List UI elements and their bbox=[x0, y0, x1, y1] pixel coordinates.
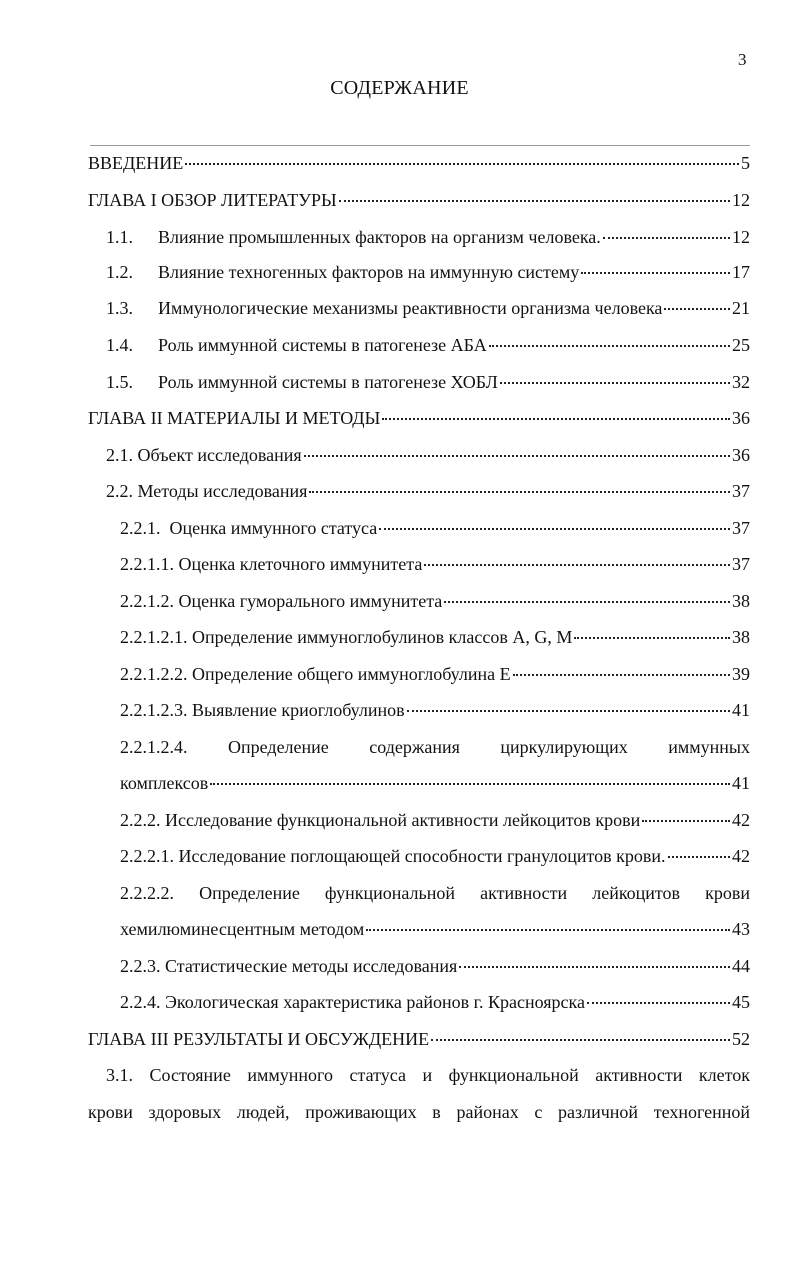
toc-page: 36 bbox=[732, 445, 750, 465]
toc-page: 37 bbox=[732, 554, 750, 574]
toc-leader bbox=[379, 528, 730, 530]
toc-row[interactable] bbox=[120, 770, 750, 796]
toc-page: 43 bbox=[732, 919, 750, 939]
toc-page: 41 bbox=[732, 773, 750, 793]
toc-leader bbox=[603, 237, 730, 239]
toc-leader bbox=[489, 345, 730, 347]
toc-label: 2.2.2.1. Исследование поглощающей способности гранулоцитов крови. bbox=[120, 846, 666, 866]
toc-label-line: 2.2.1.2.4. Определение содержания циркулирующих иммунных bbox=[120, 737, 750, 757]
toc-page: 25 bbox=[732, 335, 750, 355]
toc-label: 2.1. Объект исследования bbox=[106, 445, 302, 465]
toc-page: 42 bbox=[732, 846, 750, 866]
toc-label-line: 2.2.2.2. Определение функциональной активности лейкоцитов крови bbox=[120, 883, 750, 903]
toc-page: 12 bbox=[732, 190, 750, 210]
toc-label: Влияние промышленных факторов на организм человека. bbox=[158, 227, 601, 247]
toc-leader bbox=[309, 491, 730, 493]
toc-leader bbox=[581, 272, 730, 274]
toc-row[interactable] bbox=[88, 187, 750, 213]
toc-page: 37 bbox=[732, 518, 750, 538]
toc-label: 2.2.1.2.3. Выявление криоглобулинов bbox=[120, 700, 405, 720]
toc-label: 2.2.4. Экологическая характеристика районов г. Красноярска bbox=[120, 992, 585, 1012]
toc-leader bbox=[210, 783, 730, 785]
toc-row[interactable] bbox=[120, 953, 750, 979]
toc-number: 1.3. bbox=[106, 298, 133, 318]
toc-label: комплексов bbox=[120, 773, 209, 793]
toc-row[interactable] bbox=[120, 551, 750, 577]
toc-row[interactable] bbox=[120, 624, 750, 650]
toc-page: 36 bbox=[732, 408, 750, 428]
toc-number: 1.4. bbox=[106, 335, 133, 355]
toc-row[interactable] bbox=[106, 259, 750, 285]
toc-label: 2.2. Методы исследования bbox=[106, 481, 308, 501]
toc-number: 1.1. bbox=[106, 227, 133, 247]
toc-label: ГЛАВА II МАТЕРИАЛЫ И МЕТОДЫ bbox=[88, 408, 381, 428]
toc-label-line: крови здоровых людей, проживающих в районах с различной техногенной bbox=[88, 1102, 750, 1122]
toc-label: 2.2.2. Исследование функциональной активности лейкоцитов крови bbox=[120, 810, 641, 830]
toc-page: 32 bbox=[732, 372, 750, 392]
toc-page: 42 bbox=[732, 810, 750, 830]
toc-row[interactable] bbox=[120, 916, 750, 942]
toc-label: Иммунологические механизмы реактивности организма человека bbox=[158, 298, 663, 318]
toc-page: 44 bbox=[732, 956, 750, 976]
toc-page: 45 bbox=[732, 992, 750, 1012]
toc-label: 2.2.1.1. Оценка клеточного иммунитета bbox=[120, 554, 423, 574]
toc-label: ГЛАВА I ОБЗОР ЛИТЕРАТУРЫ bbox=[88, 190, 337, 210]
toc-leader bbox=[339, 200, 730, 202]
toc-row[interactable] bbox=[120, 588, 750, 614]
toc-leader bbox=[304, 455, 730, 457]
toc-label: Влияние техногенных факторов на иммунную систему bbox=[158, 262, 580, 282]
toc-row[interactable] bbox=[88, 1026, 750, 1052]
toc-leader bbox=[444, 601, 730, 603]
toc-label: ГЛАВА III РЕЗУЛЬТАТЫ И ОБСУЖДЕНИЕ bbox=[88, 1029, 430, 1049]
toc-leader bbox=[513, 674, 730, 676]
toc-label: 2.2.3. Статистические методы исследования bbox=[120, 956, 458, 976]
toc-label: ВВЕДЕНИЕ bbox=[88, 153, 184, 173]
toc-leader bbox=[382, 418, 730, 420]
toc-page: 5 bbox=[741, 153, 750, 173]
toc-row[interactable] bbox=[106, 442, 750, 468]
toc-label: хемилюминесцентным методом bbox=[120, 919, 365, 939]
toc-row[interactable] bbox=[120, 697, 750, 723]
toc-row[interactable] bbox=[106, 478, 750, 504]
toc-label-line: 3.1. Состояние иммунного статуса и функциональной активности клеток bbox=[106, 1065, 750, 1085]
toc-leader bbox=[587, 1002, 730, 1004]
toc-page: 21 bbox=[732, 298, 750, 318]
toc-leader bbox=[366, 929, 730, 931]
toc-label: Роль иммунной системы в патогенезе ХОБЛ bbox=[158, 372, 498, 392]
toc-page: 12 bbox=[732, 227, 750, 247]
toc-row[interactable] bbox=[106, 332, 750, 358]
toc-row[interactable] bbox=[88, 405, 750, 431]
toc-row[interactable] bbox=[120, 989, 750, 1015]
toc-leader bbox=[668, 856, 731, 858]
toc-page: 17 bbox=[732, 262, 750, 282]
toc-leader bbox=[574, 637, 730, 639]
toc-number: 1.2. bbox=[106, 262, 133, 282]
toc-page: 37 bbox=[732, 481, 750, 501]
toc-row[interactable] bbox=[120, 807, 750, 833]
toc-row[interactable] bbox=[88, 150, 750, 176]
toc-row[interactable] bbox=[106, 369, 750, 395]
toc-row[interactable] bbox=[120, 843, 750, 869]
toc-page: 39 bbox=[732, 664, 750, 684]
toc-page: 38 bbox=[732, 627, 750, 647]
toc-label: 2.2.1.2.1. Определение иммуноглобулинов классов A, G, M bbox=[120, 627, 573, 647]
toc-leader bbox=[459, 966, 730, 968]
toc-page: 41 bbox=[732, 700, 750, 720]
toc-page: 38 bbox=[732, 591, 750, 611]
toc-leader bbox=[500, 382, 730, 384]
toc-leader bbox=[185, 163, 739, 165]
toc-leader bbox=[431, 1039, 730, 1041]
toc-row[interactable] bbox=[120, 515, 750, 541]
toc-label: 2.2.1.2. Оценка гуморального иммунитета bbox=[120, 591, 443, 611]
toc-leader bbox=[424, 564, 730, 566]
page-title: СОДЕРЖАНИЕ bbox=[330, 77, 469, 99]
toc-label: 2.2.1.2.2. Определение общего иммуноглобулина E bbox=[120, 664, 511, 684]
toc-label: Роль иммунной системы в патогенезе АБА bbox=[158, 335, 487, 355]
toc-leader bbox=[407, 710, 730, 712]
toc-page: 52 bbox=[732, 1029, 750, 1049]
toc-row[interactable] bbox=[106, 224, 750, 250]
toc-row[interactable] bbox=[106, 295, 750, 321]
page-number: 3 bbox=[738, 50, 747, 69]
toc-number: 1.5. bbox=[106, 372, 133, 392]
toc-leader bbox=[642, 820, 730, 822]
toc-row[interactable] bbox=[120, 661, 750, 687]
toc-leader bbox=[664, 308, 730, 310]
toc-label: 2.2.1. Оценка иммунного статуса bbox=[120, 518, 378, 538]
